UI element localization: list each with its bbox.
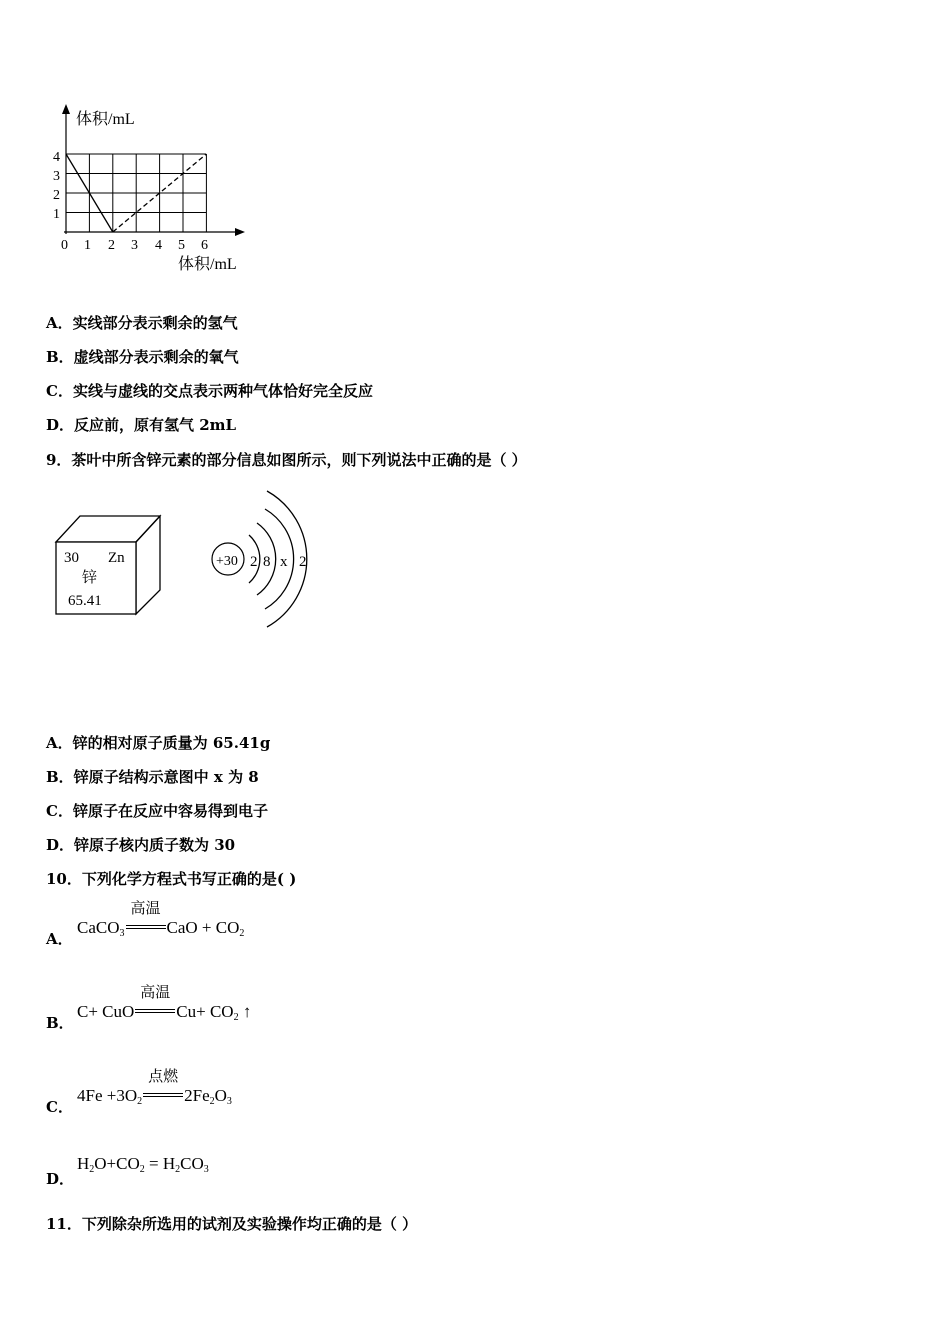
y-tick: 1 [53, 207, 60, 222]
q10-option-b-label: B． [46, 1014, 74, 1032]
q10-equation-a: CaCO$_3$ 高温 CaO + $CO_2$ [77, 899, 245, 939]
q8-option-a: A．实线部分表示剩余的氢气 [46, 314, 238, 332]
x-axis-label: 体积/mL [178, 256, 237, 273]
y-axis-arrow [62, 104, 70, 114]
q8-option-b: B．虚线部分表示剩余的氧气 [46, 348, 239, 366]
q10-option-c-label: C． [46, 1098, 73, 1116]
x-tick: 6 [201, 238, 208, 253]
atomic-mass: 65.41 [68, 593, 102, 609]
atom-structure-diagram [205, 485, 320, 635]
nucleus-charge: +30 [216, 554, 238, 569]
y-tick: 2 [53, 188, 60, 203]
q10-question: 10．下列化学方程式书写正确的是( ) [46, 870, 297, 888]
q9-option-b: B．锌原子结构示意图中 x 为 8 [46, 768, 259, 786]
q9-option-c: C．锌原子在反应中容易得到电子 [46, 802, 268, 820]
element-name: 锌 [82, 570, 98, 586]
volume-graph [40, 98, 270, 278]
q10-option-d-label: D． [46, 1170, 75, 1188]
shell-electrons: 2 [250, 554, 258, 570]
x-tick: 0 [61, 238, 68, 253]
y-axis-label: 体积/mL [76, 111, 135, 128]
reaction-condition: 点燃 [142, 1087, 184, 1107]
y-tick: 3 [53, 169, 60, 184]
shell-electrons: x [280, 554, 288, 570]
q9-question: 9．茶叶中所含锌元素的部分信息如图所示，则下列说法中正确的是（ ） [46, 451, 527, 469]
q10-equation-d: $H_2O+CO_2 = H_2CO_3$ [77, 1154, 209, 1175]
x-tick: 2 [108, 238, 115, 253]
element-symbol: Zn [108, 550, 125, 566]
reaction-condition: 高温 [125, 919, 167, 939]
q9-option-a: A．锌的相对原子质量为 65.41g [46, 734, 271, 752]
x-tick: 5 [178, 238, 185, 253]
x-tick: 3 [131, 238, 138, 253]
q9-option-d: D．锌原子核内质子数为 30 [46, 836, 236, 854]
y-tick: 4 [53, 150, 60, 165]
reaction-condition: 高温 [134, 1003, 176, 1023]
x-axis-arrow [235, 228, 245, 236]
x-tick: 1 [84, 238, 91, 253]
q11-question: 11．下列除杂所选用的试剂及实验操作均正确的是（ ） [46, 1215, 418, 1233]
q10-option-a-label: A． [46, 930, 73, 948]
q8-option-c: C．实线与虚线的交点表示两种气体恰好完全反应 [46, 382, 373, 400]
q10-equation-b: C+ CuO 高温 $Cu+ CO_2$ ↑ [77, 983, 252, 1023]
q10-equation-c: $4Fe +3O_2$ 点燃 $2Fe_2O_3$ [77, 1067, 232, 1107]
shell-electrons: 8 [263, 554, 271, 570]
q8-option-d: D．反应前，原有氢气 2mL [46, 416, 237, 434]
graph-grid [66, 154, 206, 232]
shell-electrons: 2 [299, 554, 307, 570]
atomic-number: 30 [64, 550, 79, 566]
element-cell-box [50, 512, 165, 622]
x-tick: 4 [155, 238, 162, 253]
